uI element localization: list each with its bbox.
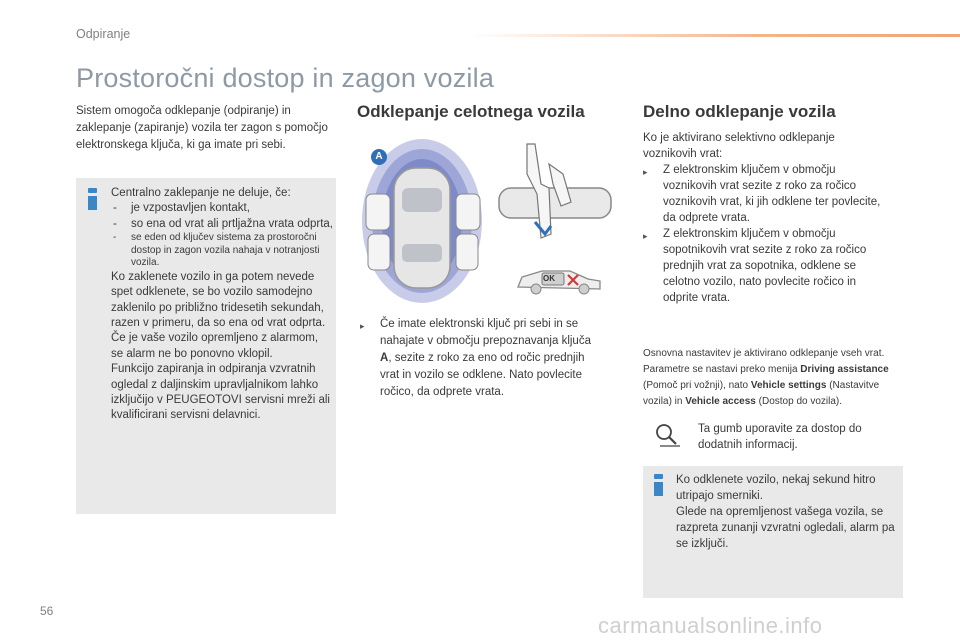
- odklepanje-text: ▸ Če imate elektronski ključ pri sebi in se nahajate v območju prepoznavanja ključa A, sezite z roko za eno od ročic prednjih vrat in vozilo se odklene. Nato povlecite ročico, da odprete vrata.: [360, 318, 591, 398]
- info-box-1-paragraph: Funkcijo zapiranja in odpiranja vzvratnih ogledal z daljinskim upravljalnikom lahko izključijo v PEUGEOTOVI servisni mreži ali kvalificirani servisni delavnici.: [111, 363, 330, 422]
- bullet-flag-icon: ▸: [643, 231, 648, 241]
- list-item: ▸ Z elektronskim ključem v območju voznikovih vrat sezite z roko za ročico voznikovih vrat, ki jih odklene ter povlecite, da odprete vrata.: [643, 164, 881, 224]
- info-box-1-list: [111, 201, 333, 269]
- list-item: - je vzpostavljen kontakt,: [111, 201, 333, 216]
- section-label: Odpiranje: [76, 27, 131, 41]
- bullet-flag-icon: ▸: [643, 167, 648, 177]
- settings-note: Osnovna nastavitev je aktivirano odklepanje vseh vrat. Parametre se nastavi preko menija Driving assistance (Pomoč pri vožnji), nato Vehicle settings (Nastavitve vozila) in Vehicle access (Dostop do vozila).: [643, 348, 889, 407]
- hand-door-handle-illustration: [497, 134, 615, 252]
- ok-label: OK: [543, 274, 555, 283]
- header-accent-bar: [470, 34, 960, 37]
- info-box-1-paragraph: Ko zaklenete vozilo in ga potem nevede spet odklenete, se bo vozilo samodejno zaklenilo po približno tridesetih sekundah, razen v primeru, da so ena od vrat odprta.: [111, 270, 326, 329]
- info-box-1-paragraph: Če je vaše vozilo opremljeno z alarmom, se alarm ne bo ponovno vklopil.: [111, 332, 319, 360]
- info-box-1-text: [111, 186, 333, 424]
- list-item: - se eden od ključev sistema za prostoročni dostop in zagon vozila nahaja v notranjosti vozila.: [111, 232, 333, 270]
- delno-odklepanje-content: [643, 130, 883, 306]
- delno-lead: Ko je aktivirano selektivno odklepanje voznikovih vrat:: [643, 132, 835, 160]
- car-side-ok-illustration: [514, 263, 604, 295]
- page-title: Prostoročni dostop in zagon vozila: [76, 63, 495, 93]
- info-box-1-heading: Centralno zaklepanje ne deluje, če:: [111, 187, 291, 199]
- help-search-icon: [654, 422, 682, 448]
- info-icon: [88, 188, 97, 210]
- info-icon: [654, 474, 663, 496]
- info-box-2-paragraph: Ko odklenete vozilo, nekaj sekund hitro utripajo smerniki.: [676, 474, 876, 502]
- info-box-2-text: [676, 472, 898, 552]
- page-number: 56: [40, 604, 54, 618]
- list-item: ▸ Z elektronskim ključem v območju sopotnikovih vrat sezite z roko za ročico prednjih vrat za sopotnika, odklene se celotno vozilo, nato povlecite ročico in odprite vrata.: [643, 228, 867, 304]
- help-note: Ta gumb uporavite za dostop do dodatnih informacij.: [698, 423, 862, 451]
- heading-odklepanje-celotnega: Odklepanje celotnega vozila: [357, 102, 585, 121]
- key-zone-ref: A: [380, 352, 389, 364]
- bullet-flag-icon: ▸: [360, 321, 365, 331]
- list-item: - so ena od vrat ali prtljažna vrata odprta,: [111, 217, 333, 232]
- info-box-2-paragraph: Glede na opremljenost vašega vozila, se razpreta zunanji vzvratni ogledali, alarm pa se izključi.: [676, 506, 895, 550]
- watermark: carmanualsonline.info: [598, 613, 823, 638]
- intro-text: Sistem omogoča odklepanje (odpiranje) in zaklepanje (zapiranje) vozila ter zagon s pomočjo elektronskega ključa, ki ga imate pri sebi.: [76, 105, 328, 151]
- key-zone-marker: A: [371, 149, 387, 165]
- heading-delno-odklepanje: Delno odklepanje vozila: [643, 102, 836, 121]
